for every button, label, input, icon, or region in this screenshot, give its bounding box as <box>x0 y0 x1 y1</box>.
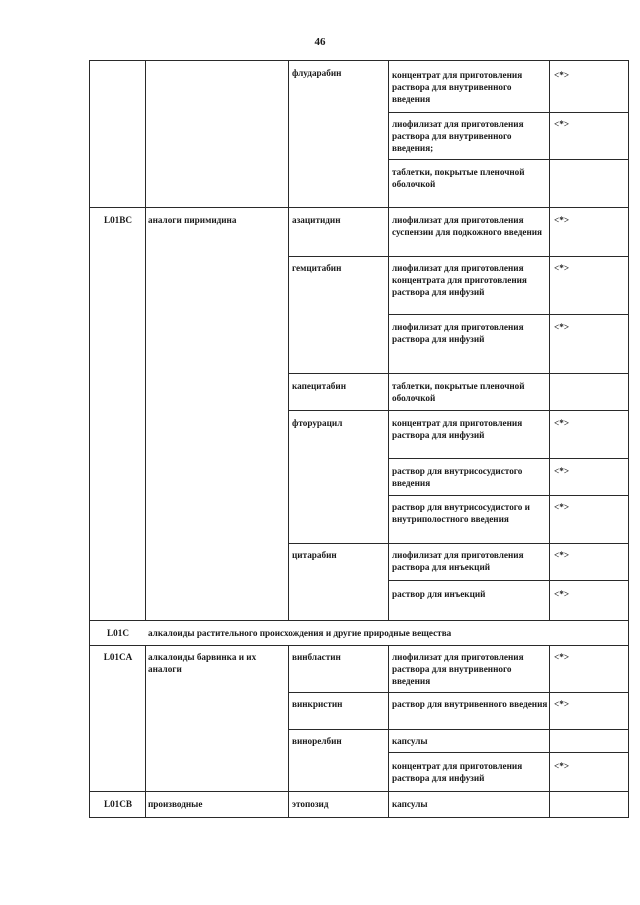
asterisk-mark: <*> <box>554 761 570 771</box>
atc-code-cell: L01C <box>107 628 129 638</box>
substance-cell: гемцитабин <box>292 263 342 273</box>
asterisk-mark: <*> <box>554 502 570 512</box>
atc-code-cell: L01CA <box>103 652 133 662</box>
dosage-form-cell: концентрат для приготовления раствора для инфузий <box>392 418 523 440</box>
dosage-form-cell: концентрат для приготовления раствора для внутривенного введения <box>392 70 523 104</box>
atc-code-cell: L01BC <box>103 215 133 225</box>
dosage-form-cell: раствор для внутривенного введения <box>392 699 548 709</box>
substance-cell: этопозид <box>292 799 329 809</box>
dosage-form-cell: лиофилизат для приготовления раствора для инъекций <box>392 550 524 572</box>
atc-code-cell: L01CB <box>103 799 133 809</box>
dosage-form-cell: капсулы <box>392 736 428 746</box>
group-name-cell: алкалоиды растительного происхождения и другие природные вещества <box>148 628 452 638</box>
group-name-cell: производные <box>148 799 203 809</box>
asterisk-mark: <*> <box>554 263 570 273</box>
dosage-form-cell: лиофилизат для приготовления концентрата для приготовления раствора для инфузий <box>392 263 527 297</box>
asterisk-mark: <*> <box>554 550 570 560</box>
dosage-form-cell: лиофилизат для приготовления раствора для внутривенного введения; <box>392 119 524 153</box>
substance-cell: флударабин <box>292 68 342 78</box>
dosage-form-cell: лиофилизат для приготовления раствора для внутривенного введения <box>392 652 524 686</box>
substance-cell: винкристин <box>292 699 343 709</box>
asterisk-mark: <*> <box>554 70 570 80</box>
asterisk-mark: <*> <box>554 699 570 709</box>
substance-cell: цитарабин <box>292 550 337 560</box>
group-name-cell: аналоги пиримидина <box>148 215 237 225</box>
asterisk-mark: <*> <box>554 589 570 599</box>
asterisk-mark: <*> <box>554 466 570 476</box>
substance-cell: винбластин <box>292 652 341 662</box>
substance-cell: фторурацил <box>292 418 343 428</box>
dosage-form-cell: концентрат для приготовления раствора для инфузий <box>392 761 523 783</box>
dosage-form-cell: таблетки, покрытые пленочной оболочкой <box>392 167 525 189</box>
asterisk-mark: <*> <box>554 418 570 428</box>
page-number: 46 <box>314 36 326 48</box>
dosage-form-cell: таблетки, покрытые пленочной оболочкой <box>392 381 525 403</box>
group-name-cell: алкалоиды барвинка и их аналоги <box>148 652 257 674</box>
substance-cell: винорелбин <box>292 736 342 746</box>
dosage-form-cell: лиофилизат для приготовления суспензии для подкожного введения <box>392 215 543 237</box>
substance-cell: капецитабин <box>292 381 346 391</box>
asterisk-mark: <*> <box>554 119 570 129</box>
dosage-form-cell: раствор для внутрисосудистого введения <box>392 466 523 488</box>
asterisk-mark: <*> <box>554 322 570 332</box>
asterisk-mark: <*> <box>554 652 570 662</box>
dosage-form-cell: лиофилизат для приготовления раствора для инфузий <box>392 322 524 344</box>
asterisk-mark: <*> <box>554 215 570 225</box>
dosage-form-cell: капсулы <box>392 799 428 809</box>
dosage-form-cell: раствор для внутрисосудистого и внутриполостного введения <box>392 502 530 524</box>
dosage-form-cell: раствор для инъекций <box>392 589 486 599</box>
substance-cell: азацитидин <box>292 215 341 225</box>
